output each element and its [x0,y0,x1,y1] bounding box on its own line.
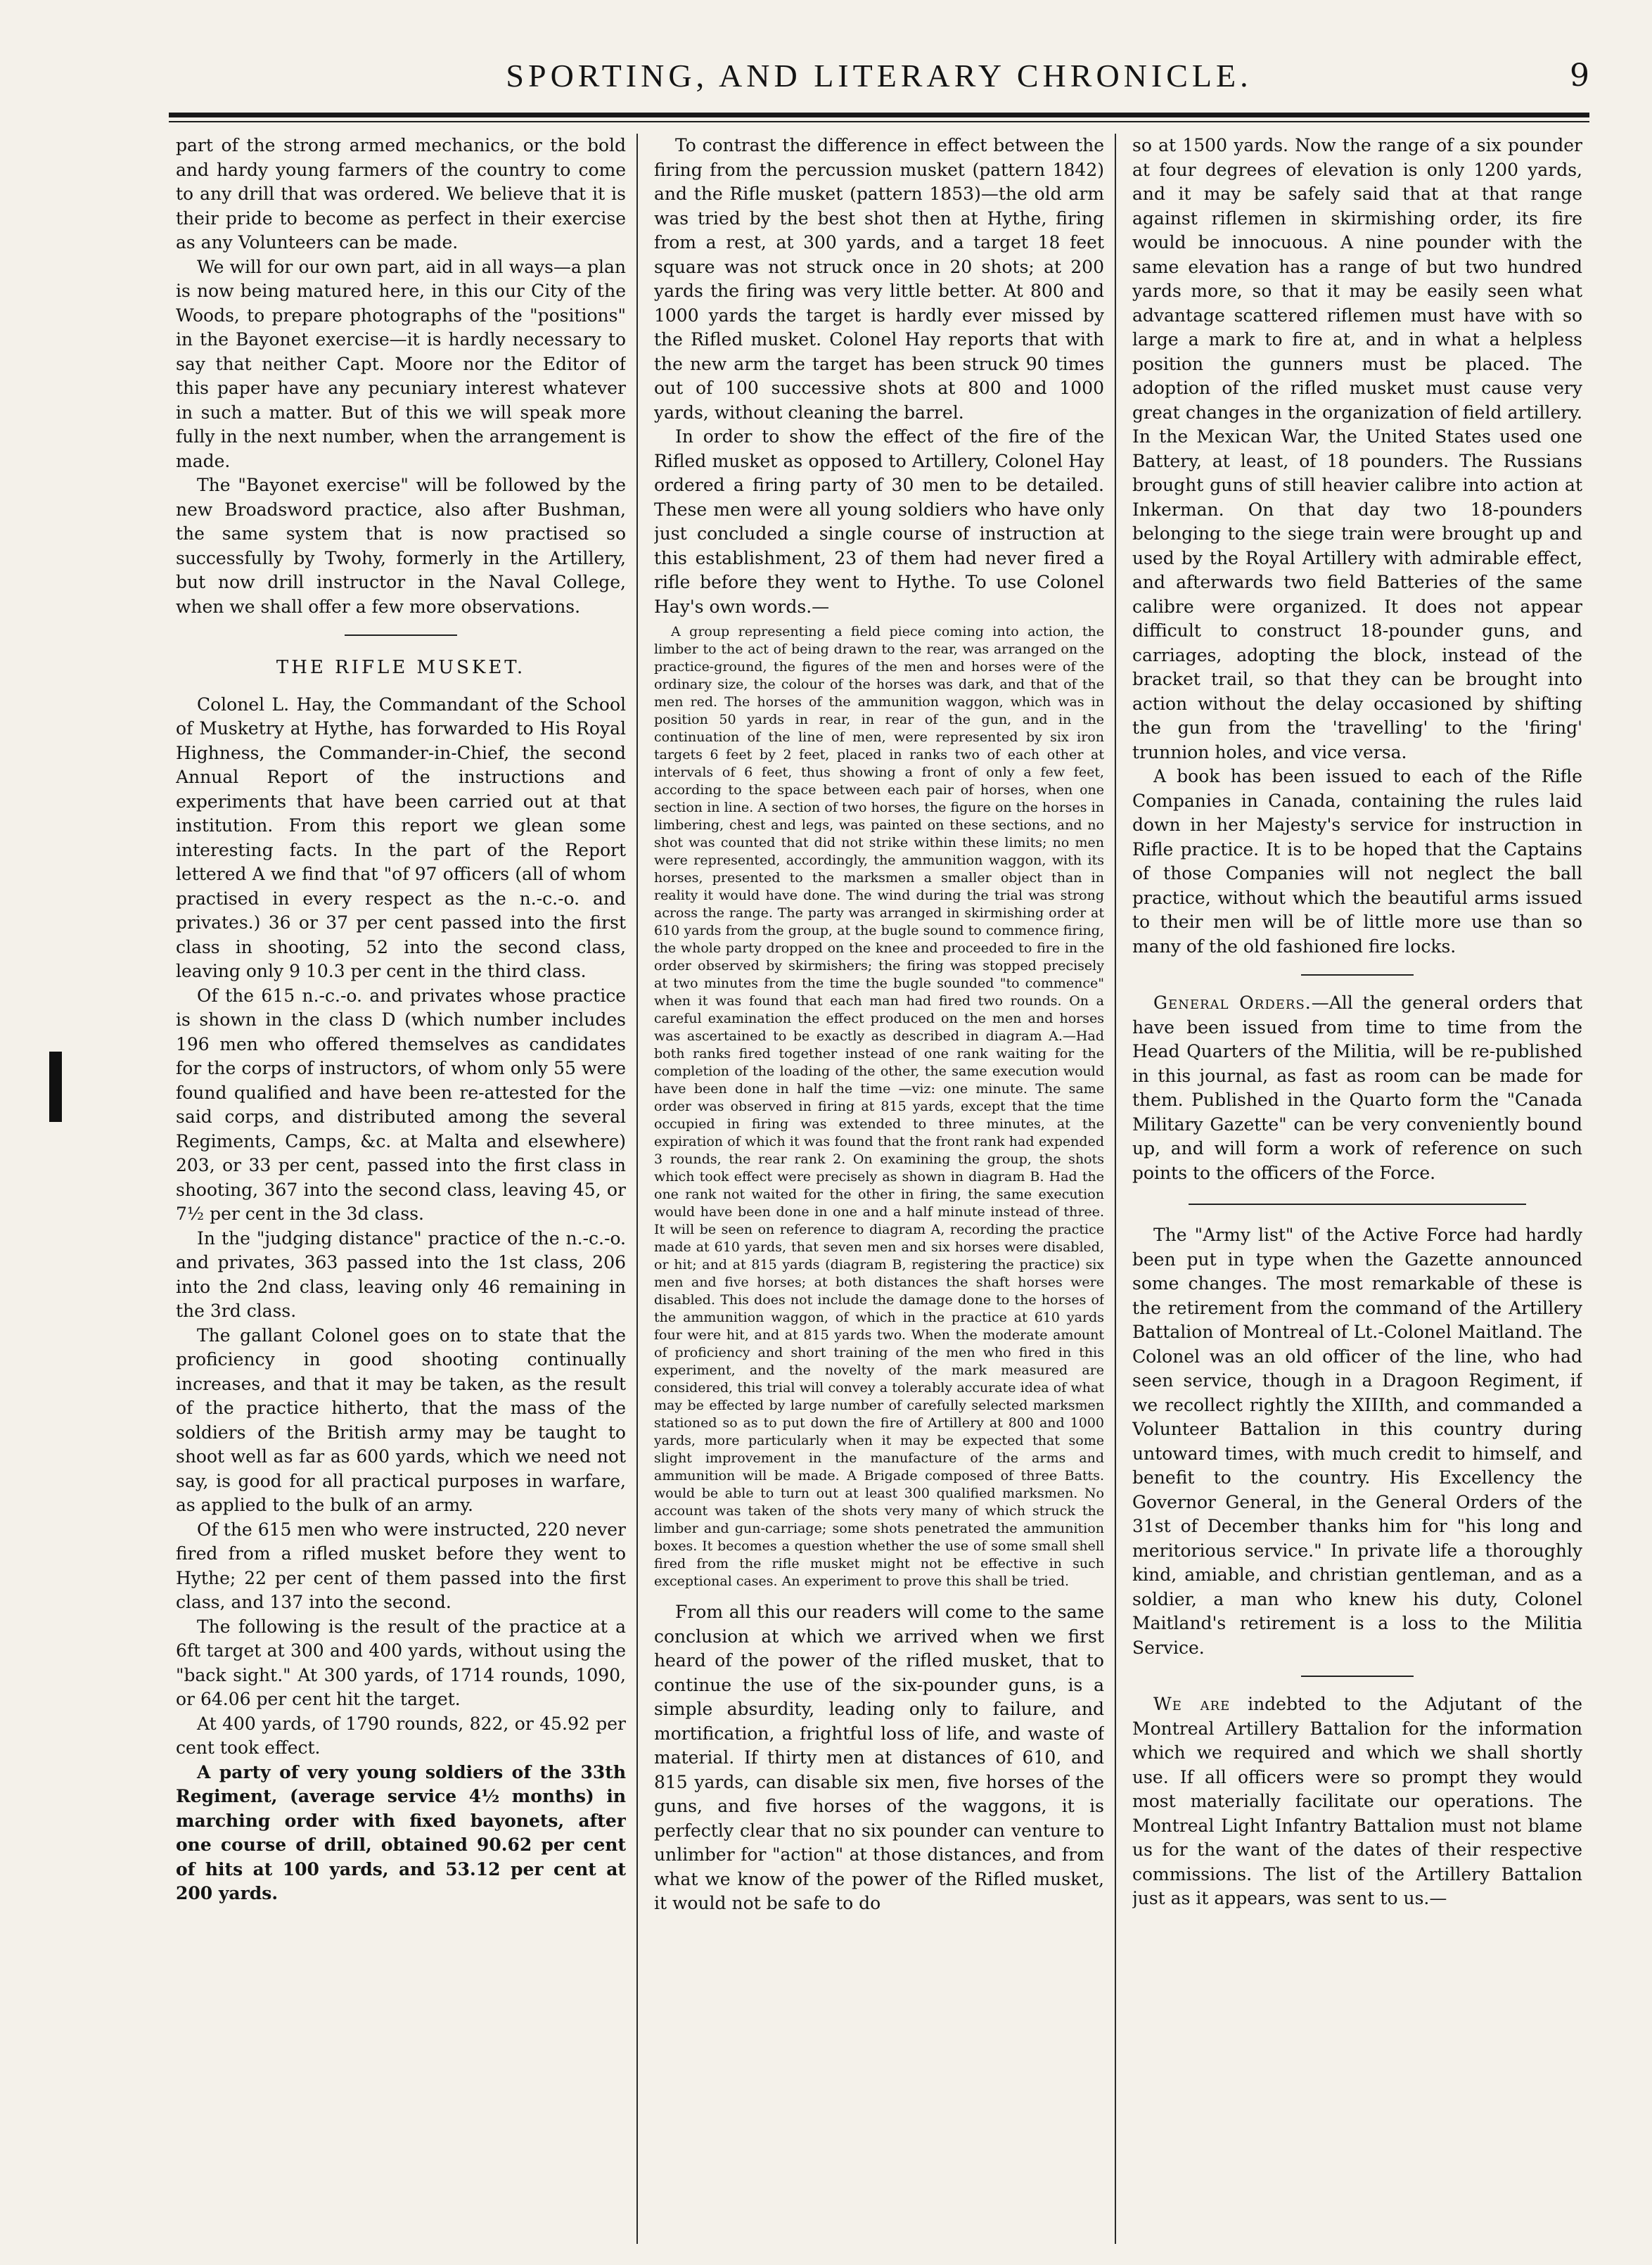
lead-in: General Orders. [1153,993,1312,1013]
ink-blot [49,1052,62,1122]
section-separator [1301,1676,1414,1677]
masthead [169,55,1589,111]
paragraph: We will for our own part, aid in all ways—a plan is now being matured here, in this our City of the Woods, to prepare photographs of the "positions" in the Bayonet exercise—it is hardly necessary to say that neither Capt. Moore nor the Editor of this paper have any pecuniary interest whatever in such a matter. But of this we will speak more fully in the next number, when the arrangement is made. [176,256,626,471]
paragraph: The gallant Colonel goes on to state that the proficiency in good shooting continually increases, and that it may be taken, as the result of the practice hitherto, that the mass of the soldiers of the British army may be taught to shoot well as far as 600 yards, which we need not say, is good for all practical purposes in warfare, as applied to the bulk of an army. [176,1325,626,1515]
lead-in: We are [1153,1694,1231,1714]
paragraph: At 400 yards, of 1790 rounds, 822, or 45.92 per cent took effect. [176,1713,626,1758]
column-2 [654,134,1104,2244]
paragraph: A party of very young soldiers of the 33th Regiment, (average service 4½ months) in marching order with fixed bayonets, after one course of drill, obtained 90.62 per cent of hits at 100 yards, and 53.12 per cent at 200 yards. [176,1761,626,1903]
column-divider-1 [636,134,638,2244]
paragraph: To contrast the difference in effect between the firing from the percussion musket (pattern 1842) and the Rifle musket (pattern 1853)—the old arm was tried by the best shot then at Hythe, firing from a rest, at 300 yards, and a target 18 feet square was not struck once in 20 shots; at 200 yards the firing was very little better. At 800 and 1000 yards the target is hardly ever missed by the Rifled musket. Colonel Hay reports that with the new arm the target has been struck 90 times out of 100 successive shots at 800 and 1000 yards, without cleaning the barrel. [654,135,1104,423]
paragraph: From all this our readers will come to the same conclusion at which we arrived when we first heard of the power of the rifled musket, that to continue the use of the six-pounder guns, is a simple absurdity, leading only to failure, and mortification, a frightful loss of life, and waste of material. If thirty men at distances of 610, and 815 yards, can disable six men, five horses of the guns, and five horses of the waggons, it is perfectly clear that no six pounder can venture to unlimber for "action" at those distances, and from what we know of the power of the Rifled musket, it would not be safe to do [654,1602,1104,1913]
paragraph: Of the 615 n.-c.-o. and privates whose practice is shown in the class D (which number includes 196 men who offered themselves as candidates for the corps of instructors, of whom only 55 were found qualified and have been re-attested for the said corps, and distributed among the several Regiments, Camps, &c. at Malta and elsewhere) 203, or 33 per cent, passed into the first class in shooting, 367 into the second class, leaving 45, or 7½ per cent in the 3d class. [176,985,626,1224]
section-separator [1189,1204,1526,1205]
paragraph: Colonel L. Hay, the Commandant of the School of Musketry at Hythe, has forwarded to His Royal Highness, the Commander-in-Chief, the second Annual Report of the instructions and experiments that have been carried out at that institution. From this report we glean some interesting facts. In the part of the Report lettered A we find that "of 97 officers (all of whom practised in every respect as the n.-c.-o. and privates.) 36 or 37 per cent passed into the first class in shooting, 52 into the second class, leaving only 9 10.3 per cent in the third class. [176,694,626,981]
paragraph: A book has been issued to each of the Rifle Companies in Canada, containing the rules laid down in her Majesty's service for instruction in Rifle practice. It is to be hoped that the Captains of those Companies will not neglect the ball practice, without which the beautiful arms issued to their men will be of little more use than so many of the old fashioned fire locks. [1132,766,1582,957]
paragraph: In order to show the effect of the fire of the Rifled musket as opposed to Artillery, Colonel Hay ordered a firing party of 30 men to be detailed. These men were all young soldiers who have only just concluded a single course of instruction at this establishment, 23 of them had never fired a rifle before they went to Hythe. To use Colonel Hay's own words.— [654,426,1104,617]
paragraph: The "Bayonet exercise" will be followed by the new Broadsword practice, also after Bushman, the same system that is now practised so successfully by Twohy, formerly in the Artillery, but now drill instructor in the Naval College, when we shall offer a few more observations. [176,475,626,617]
section-separator [1301,974,1414,976]
quoted-report: A group representing a field piece coming into action, the limber to the act of being drawn to the rear, was arranged on the practice-ground, the figures of the men and horses were of the ordinary size, the colour of the horses was dark, and that of the men red. The horses of the ammunition waggon, which was in position 50 yards in rear, in rear of the gun, and in the continuation of the line of men, were represented by six iron targets 6 feet by 2 feet, placed in ranks two of each other at intervals of 6 feet, thus showing a front of only a few feet, according to the space between each pair of horses, when one section in line. A section of two horses, the figure on the horses in limbering, chest and legs, was painted on these sections, and no shot was counted that did not strike within these limits; no men were represented, accordingly, the ammunition waggon, with its horses, presented to the marksmen a smaller object than in reality it would have done. The wind during the trial was strong across the range. The party was arranged in skirmishing order at 610 yards from the group, at the bugle sound to commence firing, the whole party dropped on the knee and proceeded to fire in the order observed by skirmishers; the firing was stopped precisely at two minutes from the time the bugle sounded "to commence" when it was found that each man had fired two rounds. On a careful examination the effect produced on the men and horses was ascertained to be exactly as described in diagram A.—Had both ranks fired together instead of one rank waiting for the completion of the loading of the other, the same execution would have been done in half the time —viz: one minute. The same order was observed in firing at 815 yards, except that the time occupied in firing was extended to three minutes, at the expiration of which it was found that the front rank had expended 3 rounds, the rear rank 2. On examining the group, the shots which took effect were precisely as shown in diagram B. Had the one rank not waited for the other in firing, the same execution would have been done in one and a half minute instead of three. It will be seen on reference to diagram A, recording the practice made at 610 yards, that seven men and six horses were disabled, or hit; and at 815 yards (diagram B, registering the practice) six men and five horses; at both distances the shaft horses were disabled. This does not include the damage done to the horses of the ammunition waggon, of which in the practice at 610 yards four were hit, and at 815 yards two. When the moderate amount of proficiency and short training of the men who fired in this experiment, and the novelty of the mark measured are considered, this trial will convey a tolerably accurate idea of what may be effected by large number of carefully selected marksmen stationed so as to put down the fire of Artillery at 800 and 1000 yards, more particularly when it may be expected that some slight improvement in the manufacture of the arms and ammunition will be made. A Brigade composed of three Batts. would be able to turn out at least 300 qualified marksmen. No account was taken of the shots very many of which struck the limber and gun-carriage; some shots penetrated the ammunition boxes. It becomes a question whether the use of some small shell fired from the rifle musket might not be effective in such exceptional cases. An experiment to prove this shall be tried. [654,624,1104,1589]
header-rule-thick [169,113,1589,117]
paragraph: so at 1500 yards. Now the range of a six pounder at four degrees of elevation is only 1200 yards, and it may be safely said that at that range against riflemen in skirmishing order, its fire would be innocuous. A nine pounder with the same elevation has a range of but two hundred yards more, so that it may be easily seen what advantage scattered riflemen must have with so large a mark to fire at, and in what a helpless position the gunners must be placed. The adoption of the rifled musket must cause very great changes in the organization of field artillery. In the Mexican War, the United States used one Battery, at least, of 18 pounders. The Russians brought guns of still heavier calibre into action at Inkerman. On that day two 18-pounders belonging to the siege train were brought up and used by the Royal Artillery with admirable effect, and afterwards two field Batteries of the same calibre were organized. It does not appear difficult to construct 18-pounder guns, and carriages, adopting the block, instead of the bracket trail, so that they can be brought into action without the delay occasioned by shifting the gun from the 'travelling' to the 'firing' trunnion holes, and vice versa. [1132,135,1582,763]
paragraph: Of the 615 men who were instructed, 220 never fired from a rifled musket before they went to Hythe; 22 per cent of them passed into the first class, and 137 into the second. [176,1519,626,1612]
paragraph-text: indebted to the Adjutant of the Montreal Artillery Battalion for the information which we required and which we shall shortly use. If all officers were so prompt they would most materially facilitate our operations. The Montreal Light Infantry Battalion must not blame us for the want of the dates of their respective commissions. The list of the Artillery Battalion just as it appears, was sent to us.— [1132,1694,1582,1908]
page-header-title: SPORTING, AND LITERARY CHRONICLE. [506,58,1253,94]
paragraph: In the "judging distance" practice of the n.-c.-o. and privates, 363 passed into the 1st class, 206 into the 2nd class, leaving only 46 remaining in the 3rd class. [176,1227,626,1321]
paragraph: The "Army list" of the Active Force had hardly been put in type when the Gazette announced some changes. The most remarkable of these is the retirement from the command of the Artillery Battalion of Montreal of Lt.-Colonel Maitland. The Colonel was an old officer of the line, who had seen service, though in a Dragoon Regiment, if we recollect rightly the XIIIth, and commanded a Volunteer Battalion in this country during untoward times, with much credit to himself, and benefit to the country. His Excellency the Governor General, in the General Orders of the 31st of December thanks him for "his long and meritorious service." In private life a thoroughly kind, amiable, and christian gentleman, and as a soldier, a man who knew his duty, Colonel Maitland's retirement is a loss to the Militia Service. [1132,1225,1582,1658]
section-heading-rifle-musket: THE RIFLE MUSKET. [276,657,526,678]
section-separator [345,634,457,636]
column-3 [1132,134,1582,2244]
paragraph: The following is the result of the practice at a 6ft target at 300 and 400 yards, without using the "back sight." At 300 yards, of 1714 rounds, 1090, or 64.06 per cent hit the target. [176,1616,626,1709]
column-divider-2 [1115,134,1116,2244]
paragraph: part of the strong armed mechanics, or the bold and hardy young farmers of the country to come to any drill that was ordered. We believe that it is their pride to become as perfect in their exercise as any Volunteers can be made. [176,135,626,253]
paragraph-general-orders [1132,991,1582,1185]
page-number: 9 [1570,58,1589,94]
header-rule-thin [169,121,1589,122]
column-1 [176,134,626,2244]
paragraph-adjutant [1132,1692,1582,1911]
paragraph-text: —All the general orders that have been issued from time to time from the Head Quarters of the Militia, will be re-published in this journal, as fast as room can be made for them. Published in the Quarto form the "Canada Military Gazette" can be very conveniently bound up, and will form a work of reference on such points to the officers of the Force. [1132,993,1582,1183]
